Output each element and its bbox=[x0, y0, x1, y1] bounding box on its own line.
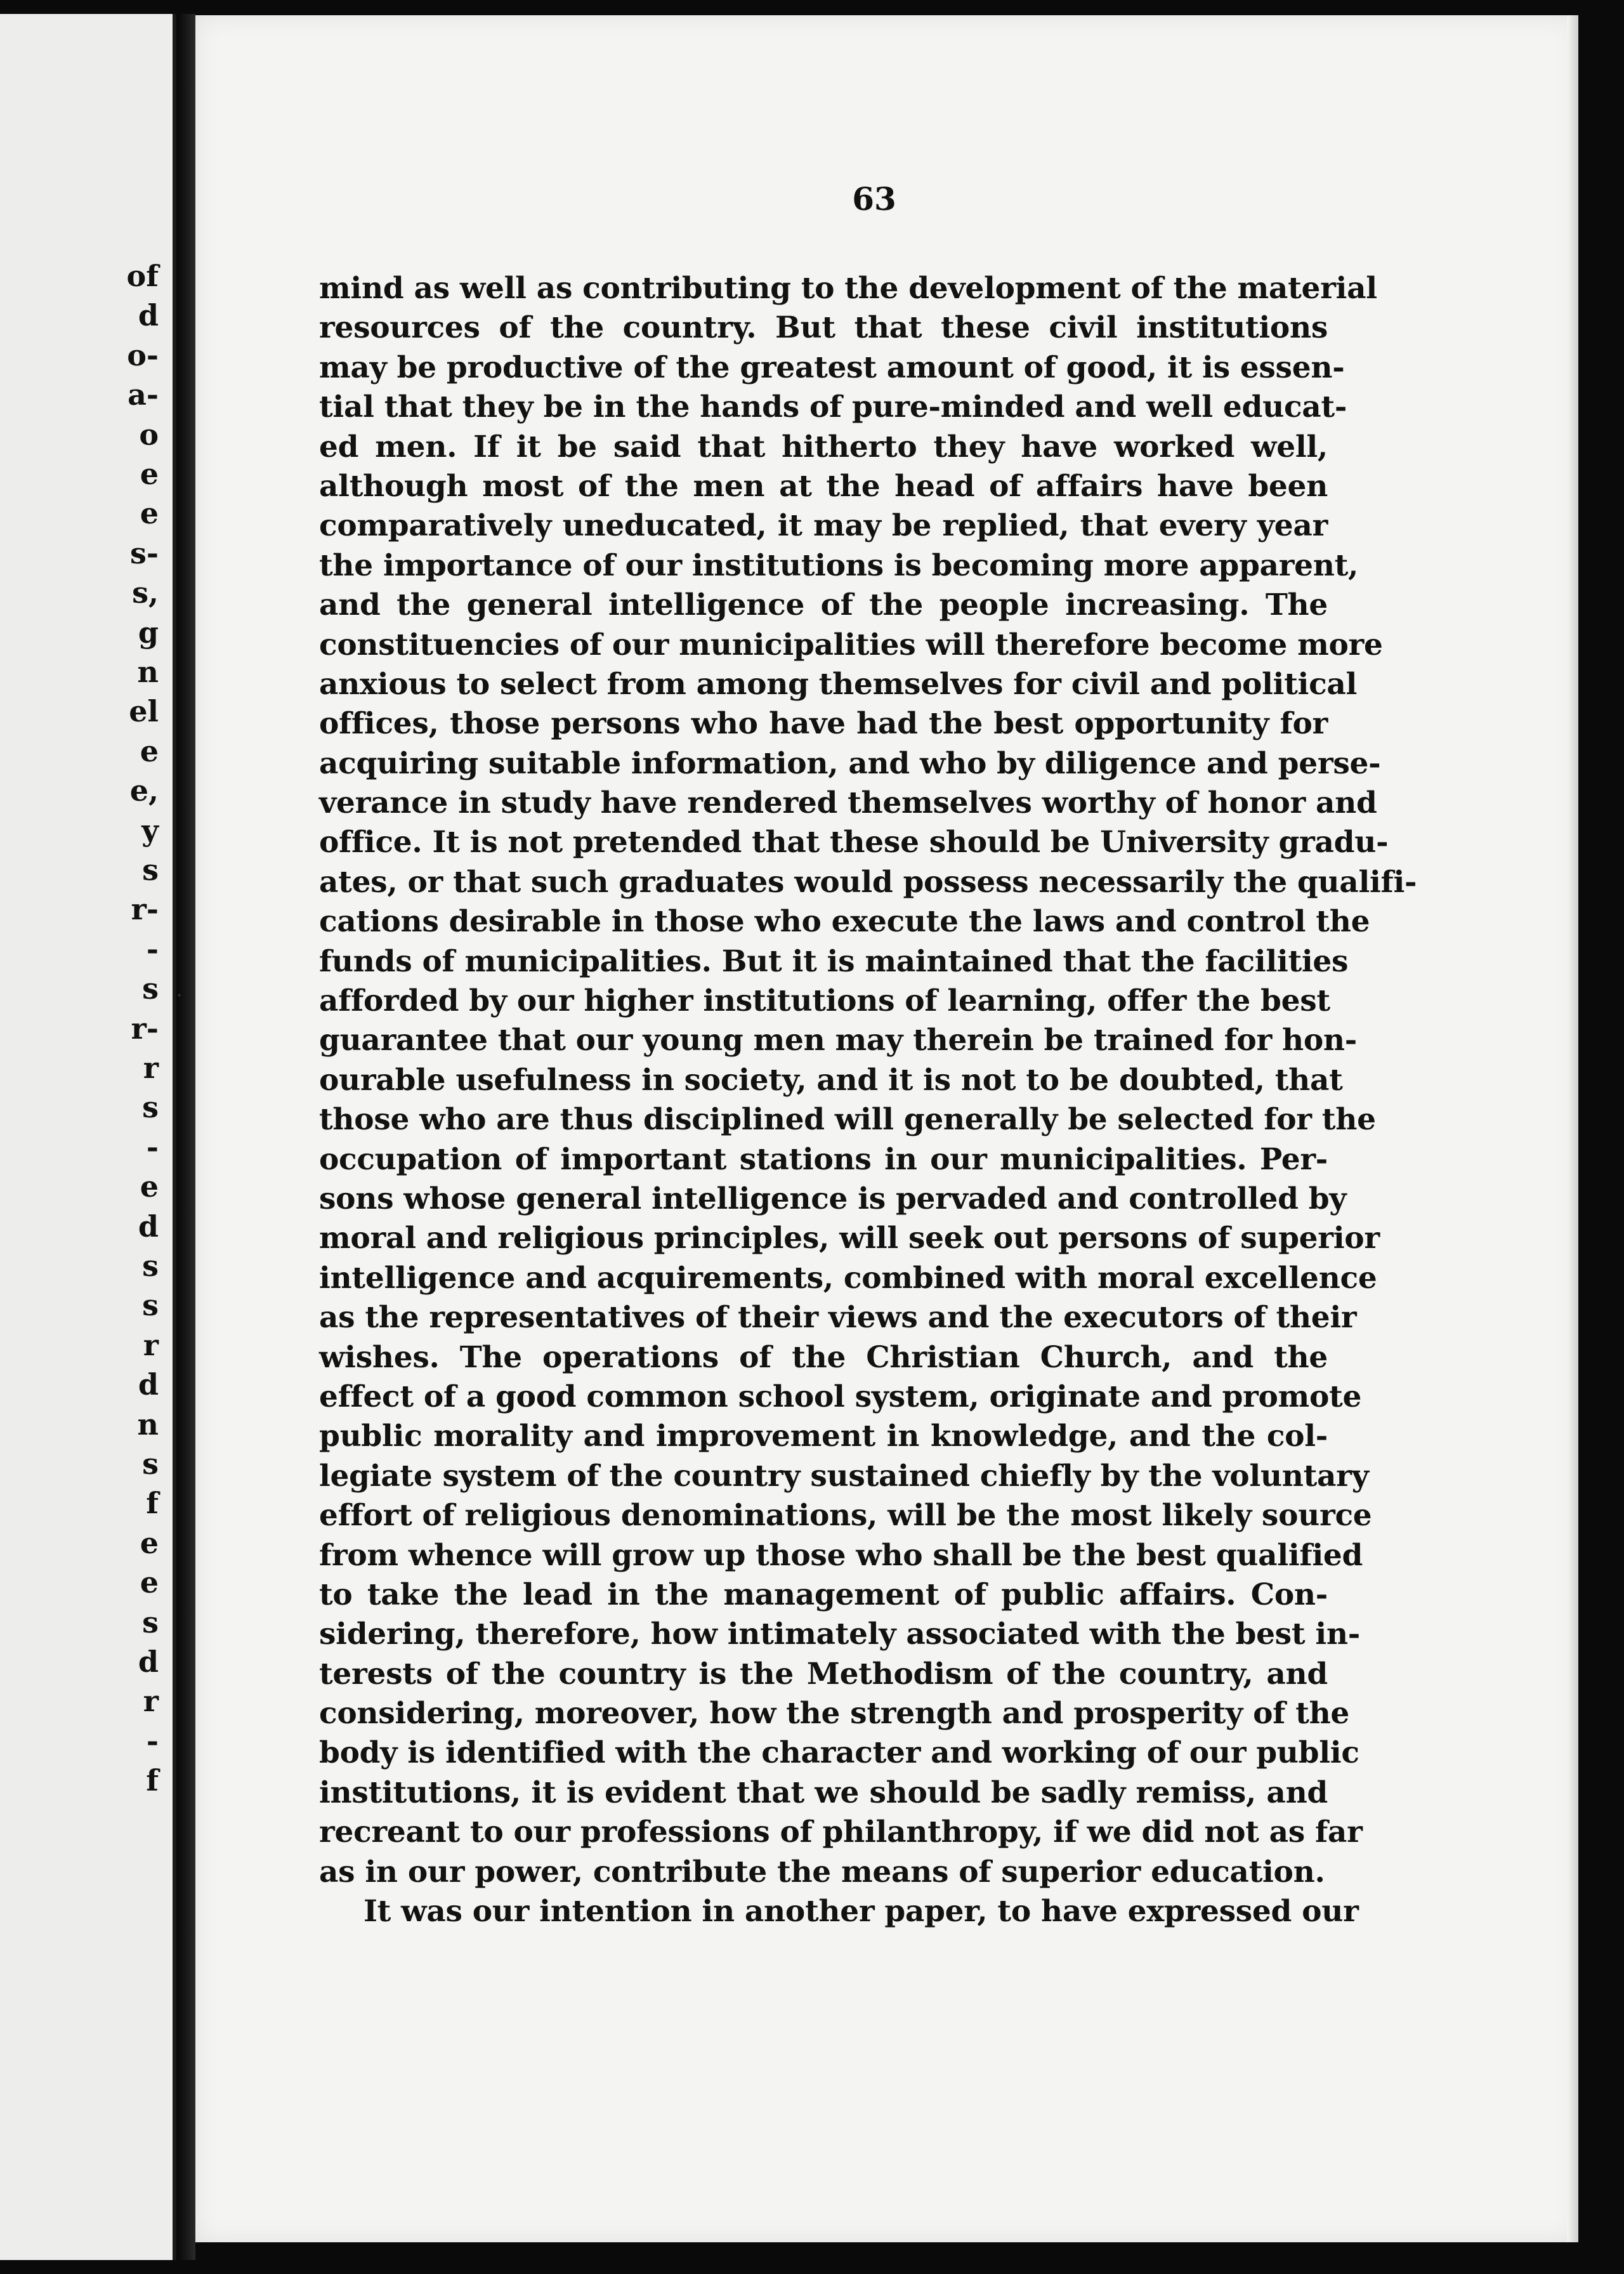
text-line: institutions, it is evident that we should be sadly remiss, and bbox=[319, 1775, 1328, 1810]
facing-page-fragment: f bbox=[146, 1486, 159, 1521]
text-line: acquiring suitable information, and who by diligence and perse- bbox=[319, 746, 1381, 781]
facing-page-fragment: e, bbox=[129, 773, 159, 808]
text-line: resources of the country. But that these civil institutions bbox=[319, 310, 1328, 346]
facing-page-fragment: e bbox=[140, 733, 159, 768]
text-line: sons whose general intelligence is pervaded and controlled by bbox=[319, 1181, 1347, 1216]
text-line: body is identified with the character and working of our public bbox=[319, 1735, 1359, 1771]
closing-line: It was our intention in another paper, to have expressed our bbox=[363, 1894, 1359, 1929]
text-line: afforded by our higher institutions of learning, offer the best bbox=[319, 983, 1330, 1019]
facing-page-fragment: s bbox=[142, 1249, 159, 1283]
book-gutter bbox=[176, 14, 195, 2260]
facing-page-fragment: s bbox=[142, 853, 159, 887]
text-line: and the general intelligence of the people increasing. The bbox=[319, 588, 1328, 623]
facing-page-fragment: o bbox=[139, 417, 159, 452]
margin-speck: · bbox=[176, 985, 183, 1007]
facing-page-fragment: s bbox=[142, 1447, 159, 1481]
facing-page-fragment: d bbox=[138, 298, 159, 333]
facing-page-fragment: e bbox=[140, 1525, 159, 1560]
text-line: anxious to select from among themselves for civil and political bbox=[319, 666, 1358, 702]
facing-page-fragment: n bbox=[137, 1407, 159, 1442]
text-line: funds of municipalities. But it is maintained that the facilities bbox=[319, 943, 1349, 979]
facing-page-fragment: d bbox=[138, 1645, 159, 1679]
facing-page-fragment: of bbox=[126, 259, 159, 293]
text-line: sidering, therefore, how intimately associated with the best in- bbox=[319, 1617, 1360, 1652]
facing-page-fragment: e bbox=[140, 457, 159, 491]
facing-page-fragment: d bbox=[138, 1367, 159, 1402]
facing-page-fragment: e bbox=[140, 1169, 159, 1204]
facing-page-fragment: s bbox=[142, 971, 159, 1006]
facing-page-fragment: - bbox=[146, 931, 159, 966]
page-number: 63 bbox=[852, 180, 896, 218]
text-line: may be productive of the greatest amount of good, it is essen- bbox=[319, 350, 1345, 385]
facing-page-fragment: r bbox=[143, 1684, 159, 1719]
page-edge-shadow bbox=[1567, 15, 1578, 2242]
text-line: effect of a good common school system, originate and promote bbox=[319, 1379, 1362, 1414]
facing-page-fragment: r bbox=[143, 1327, 159, 1362]
facing-page-sliver bbox=[0, 14, 176, 2260]
text-line: verance in study have rendered themselves worthy of honor and bbox=[319, 785, 1377, 821]
text-line: legiate system of the country sustained chiefly by the voluntary bbox=[319, 1458, 1369, 1494]
text-line: as in our power, contribute the means of superior education. bbox=[319, 1854, 1325, 1890]
text-line: as the representatives of their views and the executors of their bbox=[319, 1300, 1357, 1336]
text-line: intelligence and acquirements, combined with moral excellence bbox=[319, 1260, 1377, 1296]
text-line: office. It is not pretended that these should be University gradu- bbox=[319, 825, 1389, 860]
facing-page-fragment: r- bbox=[131, 1011, 159, 1046]
text-line: considering, moreover, how the strength and prosperity of the bbox=[319, 1696, 1350, 1732]
text-line: mind as well as contributing to the development of the material bbox=[319, 271, 1377, 306]
facing-page-fragment: s- bbox=[130, 536, 159, 570]
text-line: recreant to our professions of philanthropy, if we did not as far bbox=[319, 1815, 1363, 1850]
text-line: cations desirable in those who execute the laws and control the bbox=[319, 904, 1370, 940]
text-line: from whence will grow up those who shall be the best qualified bbox=[319, 1537, 1363, 1573]
facing-page-fragment: s bbox=[142, 1288, 159, 1323]
facing-page-fragment: e bbox=[140, 1565, 159, 1600]
facing-page-fragment: - bbox=[146, 1129, 159, 1164]
text-line: wishes. The operations of the Christian Church, and the bbox=[319, 1339, 1328, 1375]
facing-page-fragment: - bbox=[146, 1723, 159, 1758]
book-page bbox=[176, 15, 1578, 2242]
body-text bbox=[319, 269, 1417, 1931]
text-line: constituencies of our municipalities will therefore become more bbox=[319, 627, 1383, 662]
facing-page-fragment: g bbox=[138, 615, 159, 650]
text-line: ed men. If it be said that hitherto they have worked well, bbox=[319, 429, 1328, 464]
text-line: tial that they be in the hands of pure-minded and well educat- bbox=[319, 390, 1347, 425]
text-line: terests of the country is the Methodism of the country, and bbox=[319, 1656, 1328, 1692]
facing-page-fragment: s, bbox=[132, 575, 159, 610]
facing-page-fragment: r- bbox=[131, 892, 159, 927]
facing-page-fragment: el bbox=[129, 694, 159, 729]
text-line: to take the lead in the management of public affairs. Con- bbox=[319, 1577, 1328, 1612]
facing-page-fragment: d bbox=[138, 1209, 159, 1244]
facing-page-line-endings bbox=[0, 14, 173, 2260]
text-line: moral and religious principles, will seek out persons of superior bbox=[319, 1221, 1380, 1256]
text-line: the importance of our institutions is becoming more apparent, bbox=[319, 548, 1359, 583]
facing-page-fragment: y bbox=[141, 813, 159, 848]
text-line: ates, or that such graduates would possess necessarily the qualifi- bbox=[319, 864, 1417, 900]
facing-page-fragment: s bbox=[142, 1605, 159, 1640]
text-line: those who are thus disciplined will generally be selected for the bbox=[319, 1102, 1376, 1138]
facing-page-fragment: e bbox=[140, 496, 159, 531]
facing-page-fragment: r bbox=[143, 1051, 159, 1085]
text-line: comparatively uneducated, it may be replied, that every year bbox=[319, 508, 1328, 544]
facing-page-fragment: s bbox=[142, 1090, 159, 1125]
facing-page-fragment: a- bbox=[128, 378, 159, 412]
facing-page-fragment: f bbox=[146, 1763, 159, 1798]
text-line: public morality and improvement in knowledge, and the col- bbox=[319, 1419, 1328, 1454]
facing-page-fragment: o- bbox=[127, 338, 159, 372]
text-line: occupation of important stations in our municipalities. Per- bbox=[319, 1141, 1328, 1177]
text-line: effort of religious denominations, will be the most likely source bbox=[319, 1498, 1372, 1534]
text-line: offices, those persons who have had the best opportunity for bbox=[319, 706, 1328, 742]
text-line: although most of the men at the head of affairs have been bbox=[319, 468, 1328, 504]
text-line: guarantee that our young men may therein be trained for hon- bbox=[319, 1023, 1357, 1058]
text-line: ourable usefulness in society, and it is not to be doubted, that bbox=[319, 1062, 1343, 1098]
facing-page-fragment: n bbox=[137, 655, 159, 689]
